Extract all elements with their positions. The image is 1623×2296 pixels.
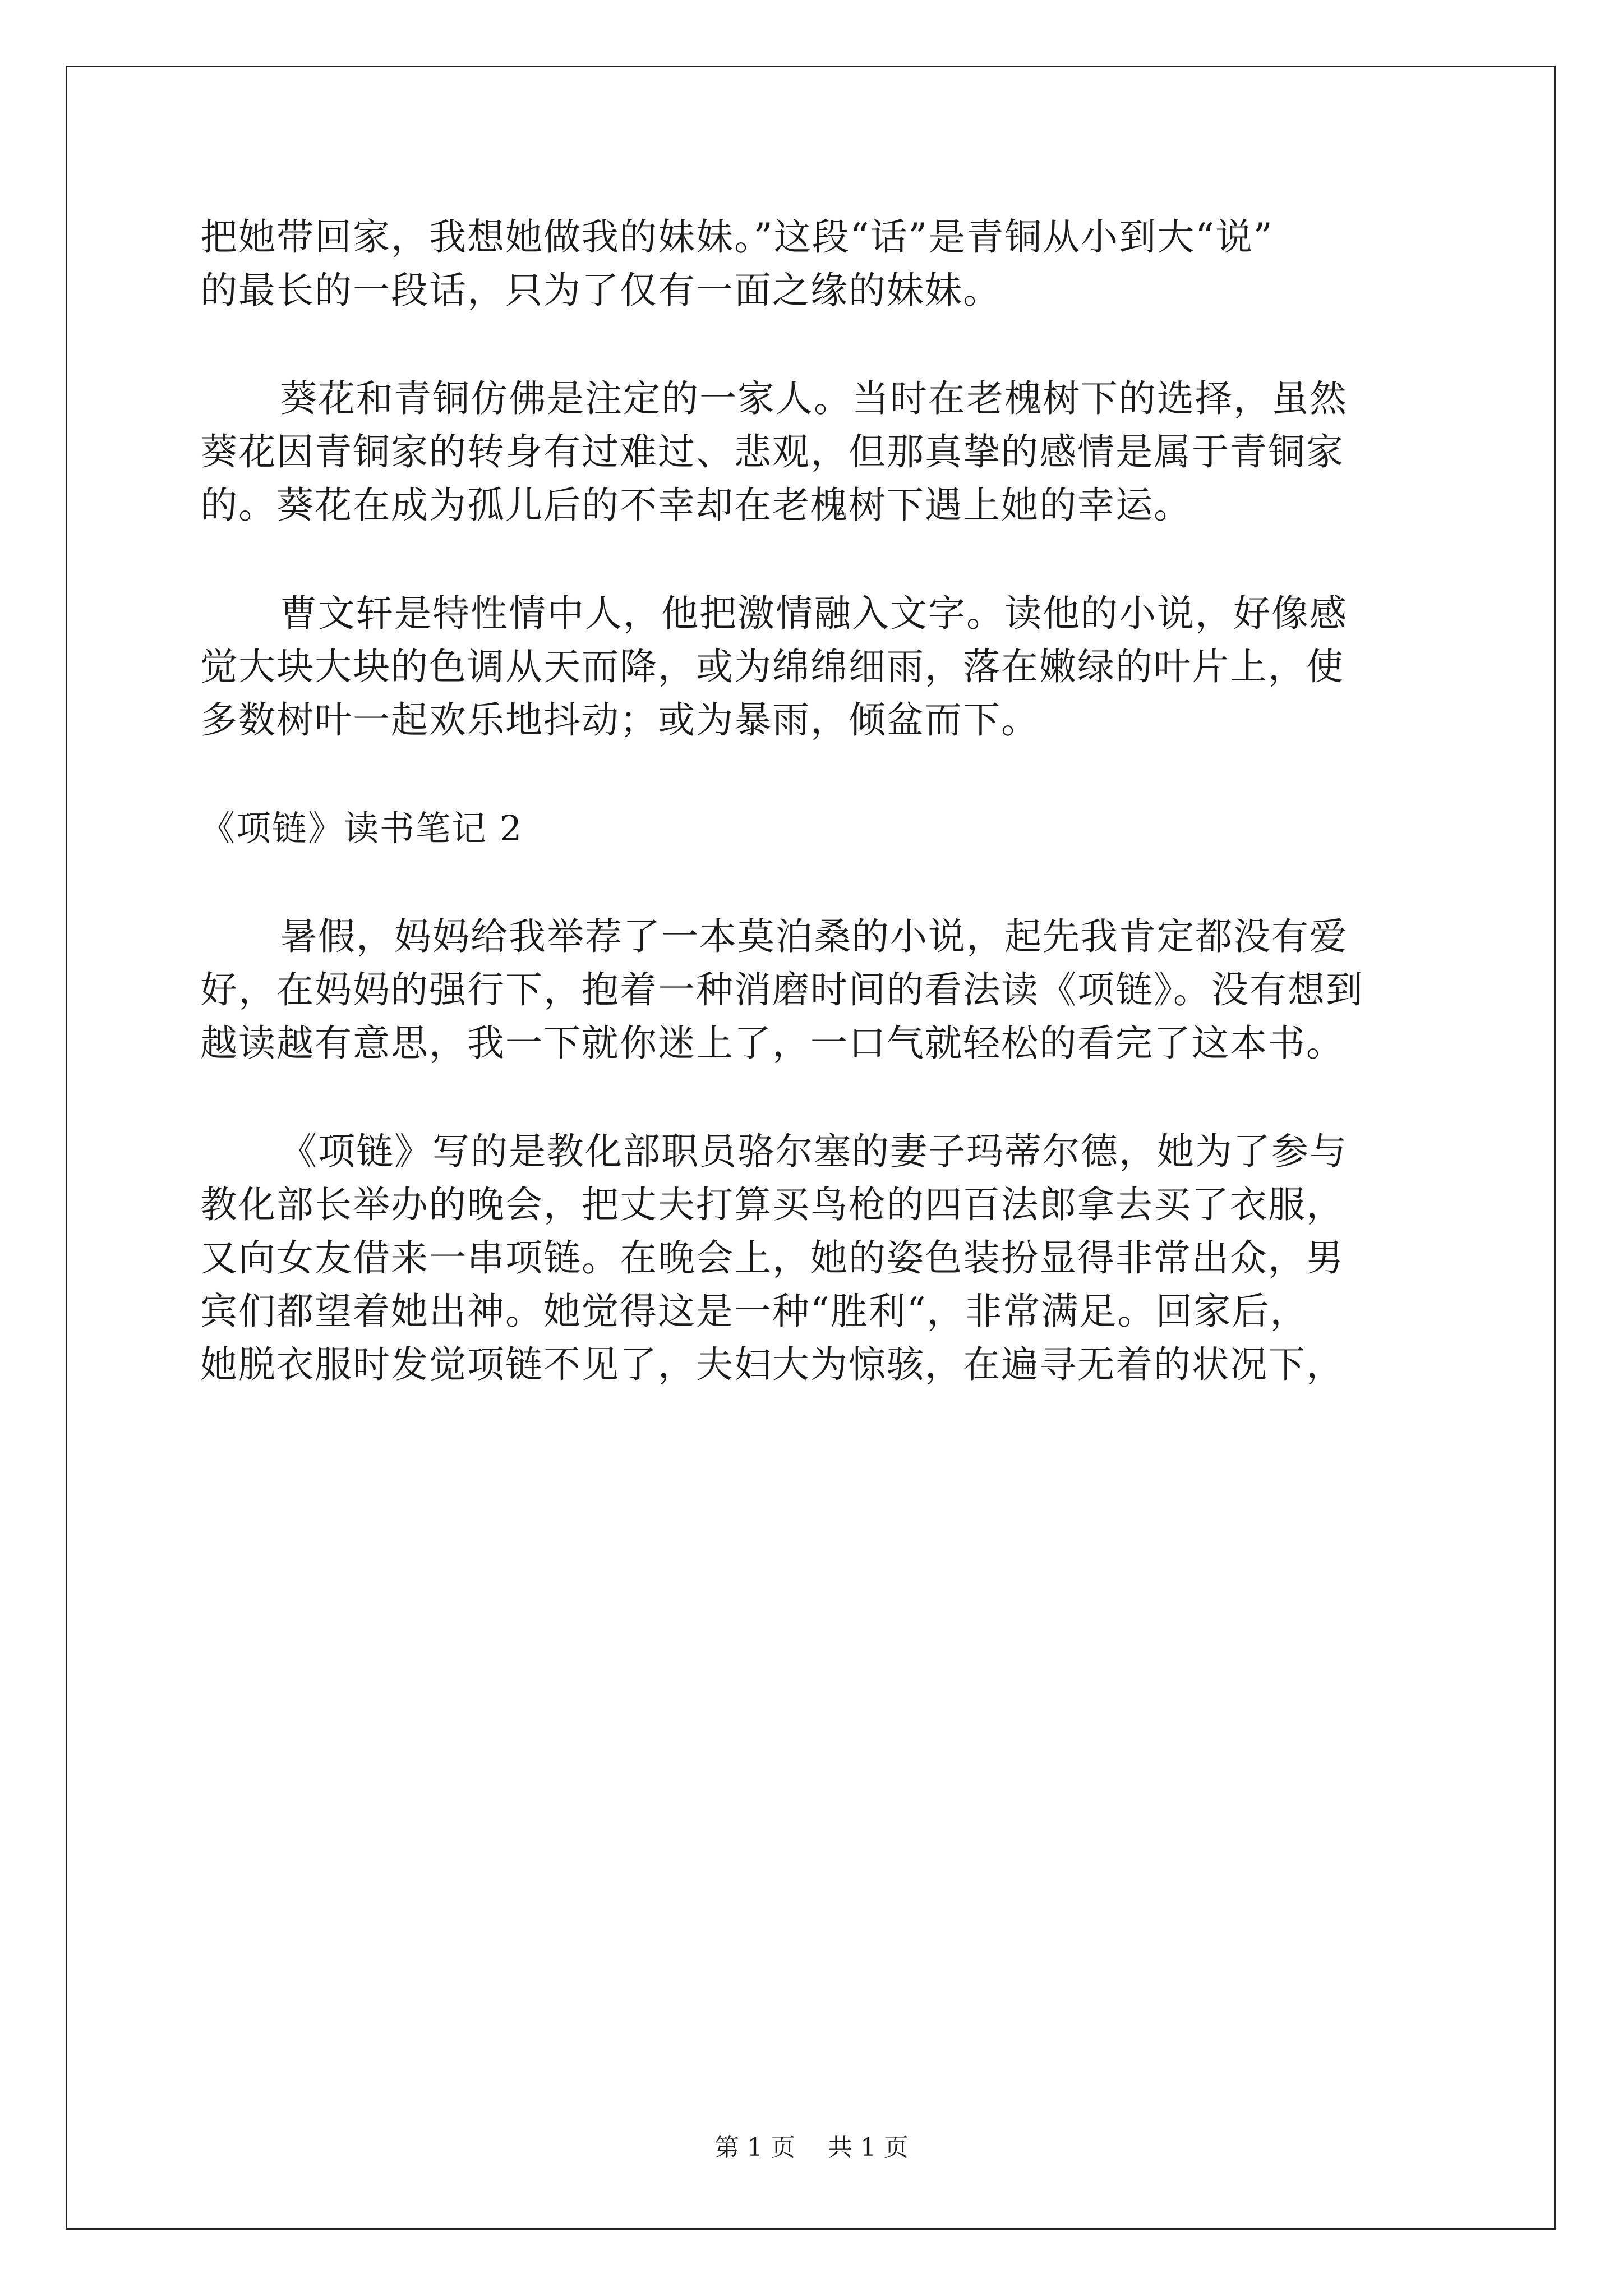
text-line: 好，在妈妈的强行下，抱着一种消磨时间的看法读《项链》。没有想到	[200, 968, 1364, 1011]
paragraph-necklace	[200, 1125, 1442, 1391]
paragraph-sunflower	[200, 372, 1442, 532]
text-line: 多数树叶一起欢乐地抖动；或为暴雨，倾盆而下。	[200, 698, 1039, 742]
text-line: 又向女友借来一串项链。在晚会上，她的姿色装扮显得非常出众，男	[200, 1236, 1344, 1280]
text-line: 葵花因青铜家的转身有过难过、悲观，但那真挚的感情是属于青铜家	[200, 430, 1344, 473]
text-line: 越读越有意思，我一下就你迷上了，一口气就轻松的看完了这本书。	[200, 1022, 1344, 1065]
text-line: 宾们都望着她出神。她觉得这是一种“胜利“，非常满足。回家后，	[200, 1290, 1308, 1333]
text-line: 觉大块大块的色调从天而降，或为绵绵细雨，落在嫩绿的叶片上，使	[200, 645, 1344, 688]
document-body	[200, 210, 1442, 1391]
text-line: 曹文轩是特性情中人，他把激情融入文字。读他的小说，好像感	[280, 592, 1348, 635]
page-number: 第 1 页 共 1 页	[714, 2133, 909, 2162]
paragraph-summer	[200, 910, 1442, 1070]
text-line: 的最长的一段话，只为了仅有一面之缘的妹妹。	[200, 269, 1001, 312]
text-line: 《项链》写的是教化部职员骆尔塞的妻子玛蒂尔德，她为了参与	[280, 1130, 1348, 1173]
text-line: 暑假，妈妈给我举荐了一本莫泊桑的小说，起先我肯定都没有爱	[280, 915, 1348, 958]
text-line: 的。葵花在成为孤儿后的不幸却在老槐树下遇上她的幸运。	[200, 484, 1192, 527]
paragraph-continuation	[200, 210, 1442, 317]
text-line: 把她带回家，我想她做我的妹妹。”这段“话”是青铜从小到大“说”	[200, 215, 1274, 259]
section-heading	[200, 802, 1442, 855]
text-line: 葵花和青铜仿佛是注定的一家人。当时在老槐树下的选择，虽然	[280, 377, 1348, 420]
text-line: 她脱衣服时发觉项链不见了，夫妇大为惊骇，在遍寻无着的状况下，	[200, 1343, 1344, 1386]
paragraph-author	[200, 587, 1442, 747]
section-title: 《项链》读书笔记 2	[200, 808, 523, 849]
text-line: 教化部长举办的晚会，把丈夫打算买鸟枪的四百法郎拿去买了衣服，	[200, 1183, 1344, 1226]
